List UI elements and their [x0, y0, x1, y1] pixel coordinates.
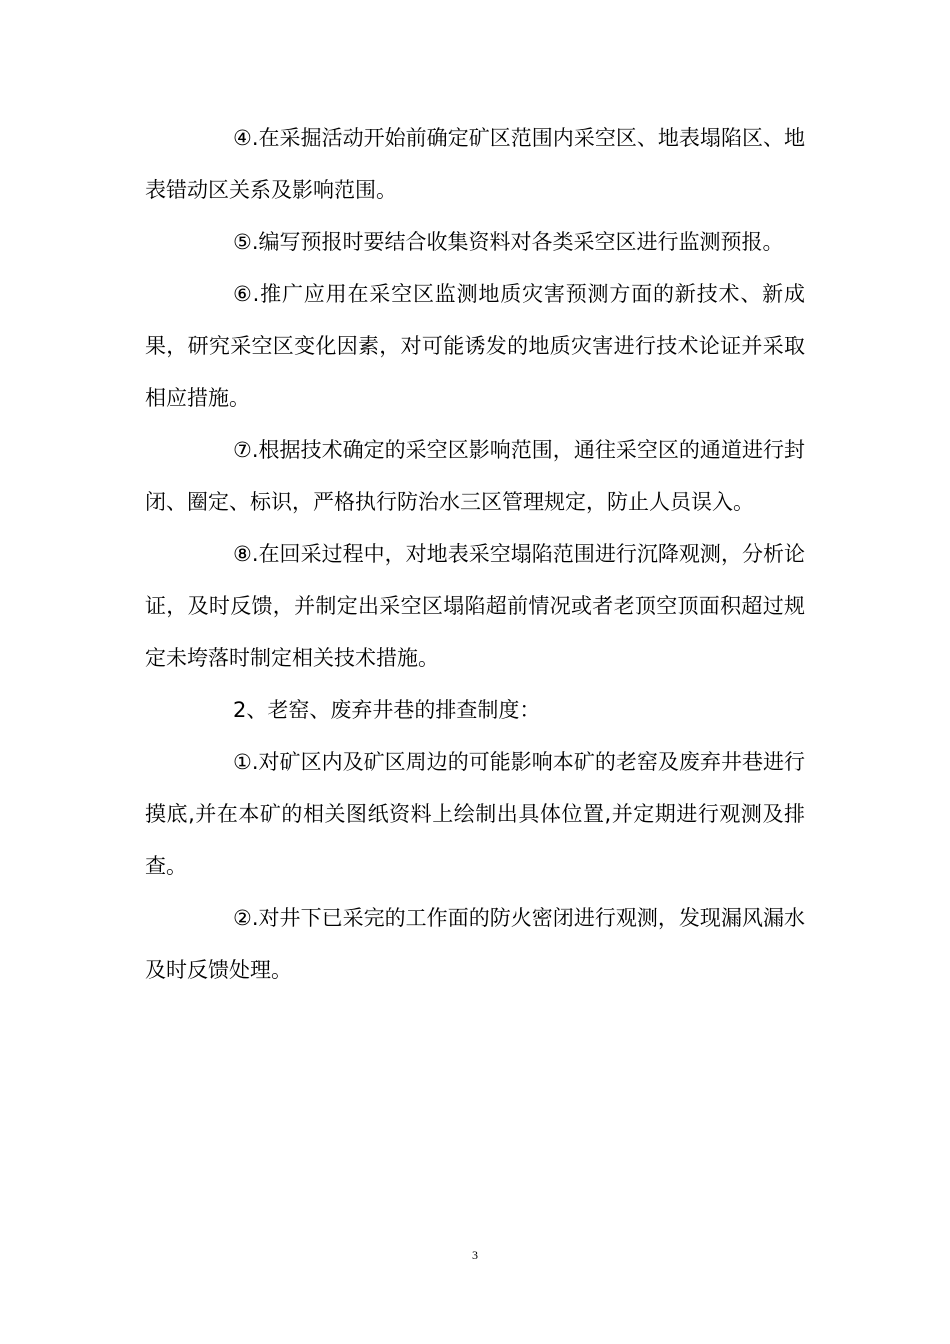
paragraph-item-8: ⑧.在回采过程中，对地表采空塌陷范围进行沉降观测，分析论证，及时反馈，并制定出采空区塌陷超前情况或者老顶空顶面积超过规定未垮落时制定相关技术措施。	[145, 542, 805, 670]
document-body	[145, 112, 805, 996]
paragraph-item-7: ⑦.根据技术确定的采空区影响范围，通往采空区的通道进行封闭、圈定、标识，严格执行防治水三区管理规定，防止人员误入。	[145, 438, 805, 514]
page-number: 3	[472, 1248, 478, 1262]
section-heading-2: 2、老窑、废弃井巷的排查制度：	[233, 698, 541, 722]
paragraph-item-6: ⑥.推广应用在采空区监测地质灾害预测方面的新技术、新成果，研究采空区变化因素，对可能诱发的地质灾害进行技术论证并采取相应措施。	[145, 282, 805, 410]
paragraph-item-5: ⑤.编写预报时要结合收集资料对各类采空区进行监测预报。	[233, 230, 784, 254]
paragraph-item-2: ②.对井下已采完的工作面的防火密闭进行观测，发现漏风漏水及时反馈处理。	[145, 906, 805, 982]
paragraph-item-1: ①.对矿区内及矿区周边的可能影响本矿的老窑及废弃井巷进行摸底,并在本矿的相关图纸资料上绘制出具体位置,并定期进行观测及排查。	[145, 750, 805, 878]
paragraph-item-4: ④.在采掘活动开始前确定矿区范围内采空区、地表塌陷区、地表错动区关系及影响范围。	[145, 126, 805, 202]
